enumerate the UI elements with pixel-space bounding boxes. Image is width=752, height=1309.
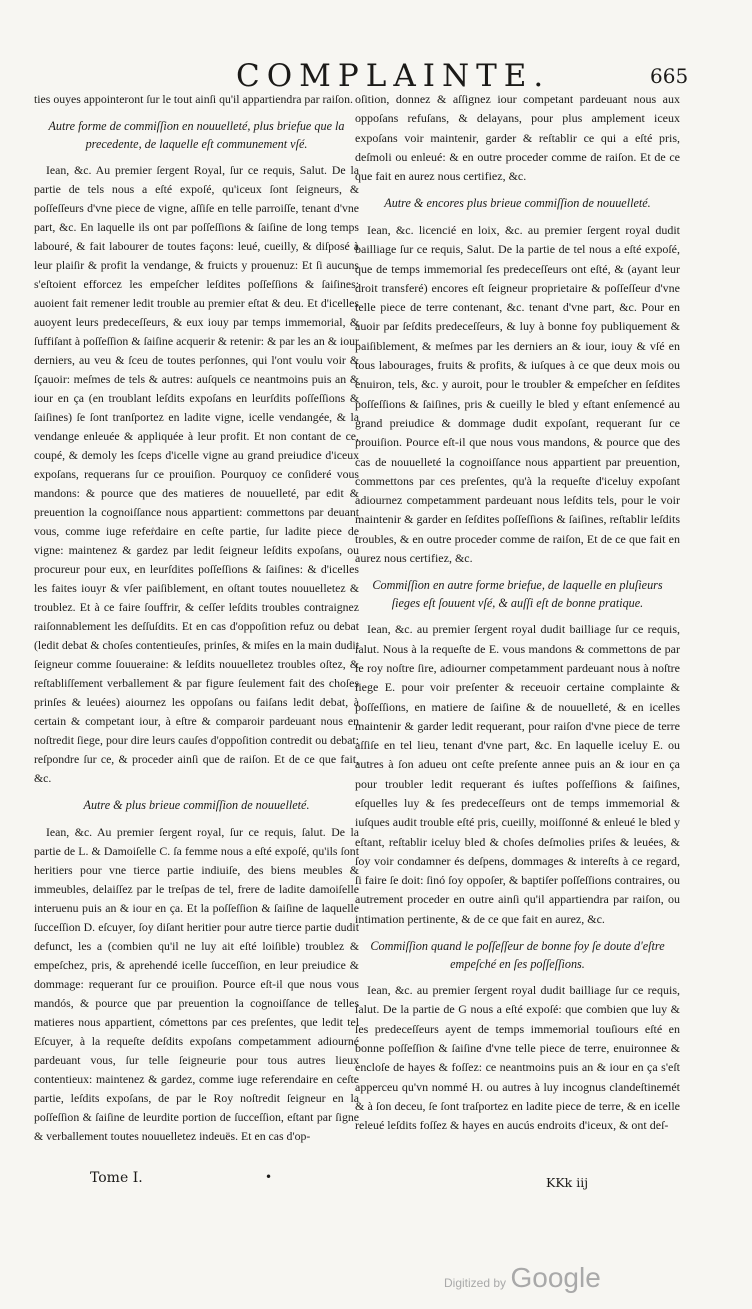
right-section-heading-2: Commiſſion en autre forme briefue, de laquelle en pluſieurs ſieges eſt ſouuent vſé, & auſſi eſt de bonne pratique.: [372, 578, 663, 610]
right-paragraph-1: Iean, &c. licencié en loix, &c. au premier ſergent royal dudit bailliage ſur ce requis, Salut. De la partie de tel nous a eſté expoſé, que de temps immemorial ſes predeceſſeurs ont eſté, & (ayant leur droit transferé) encores eſt ſeigneur proprietaire & poſſeſſeur d'vne telle piece de terre contenant, &c. tenant d'vne part, &c. Pour en auoir par ſeſdits predeceſſeurs, & luy à bonne foy publiquement & paiſiblement, & meſmes par les derniers an & iour, iouy & vſé en tous labourages, fruits & profits, & iuſques à ce que deux mois ou enuiron, tels, &c. y auroit, pour le troubler & empeſcher en ſeſdites poſſeſſions & ſaiſines, pris & cueilly le bled y eſtant enſemencé au grand preiudice & dommage dudit expoſant, requerant ſur ce prouiſion. Pource eſt-il que nous vous mandons, & pource que des cas de nouuelleté la cognoiſſance nous appartient par preuention, commettons par ces preſentes, qu'à la requeſte d'iceluy expoſant adiournez competamment pardeuant nous leſdits tels, pour le voir maintenir & garder en ſeſdites poſſeſſions & ſaiſines, reſtablir leſdits troubles, & en outre proceder comme de raiſon, Et de ce que fait en aurez nous certifiez, &c.: [355, 222, 680, 566]
right-column: [355, 90, 680, 1135]
left-paragraph-2: Iean, &c. Au premier ſergent royal, ſur ce requis, ſalut. De la partie de L. & Damoiſelle C. ſa femme nous a eſté expoſé, qu'ils ſont heritiers pour vne tierce partie indiuiſe, des biens meubles & immeubles, delaiſſez par le treſpas de tel, frere de ladite damoiſelle interuenu puis an & iour en ça. Et la poſſeſſion & ſaiſine de laquelle ſucceſſion D. eſcuyer, ſoy diſant heritier pour autre tierce partie dudit defunct, les a (combien qu'il ne luy ait eſté loiſible) troublez & empeſchez, pris, & aprehendé icelle ſucceſſion, en leur preiudice & dommage: requerant ſur ce prouiſion. Pource eſt-il que nous vous mandós, & pource que par preuention la cognoiſſance de telles matieres nous appartient, cómettons par ces preſentes, que ledit tel Eſcuyer, à la requeſte deſdits expoſans competamment adiourné pardeuant vous, ſur telle ſeigneurie pour tous autres lieux contentieux: maintenez & gardez, comme iuge referendaire en ceſte partie, leſdits expoſans, de par le Roy noſtredit ſeigneur en la poſſeſſion & ſaiſine de leurdite portion de ſucceſſion, eſtant par ſigne & verballement toutes nouuelletez indeuës. Et en cas d'op-: [34, 824, 359, 1143]
right-paragraph-3: Iean, &c. au premier ſergent royal dudit bailliage ſur ce requis, ſalut. De la partie de G nous a eſté expoſé: que combien que luy & ſes predeceſſeurs ayent de temps immemorial touſiours eſté en bonne poſſeſſion & ſaiſine d'vne telle piece de terre, enuironnee & encloſe de hayes & foſſez: ce neantmoins puis an & iour en ça s'eſt apperceu qu'vn nommé H. ou autres à luy incognus clandeſtinemét & à ſon deceu, ſe ſont traſportez en ladite piece de terre, & en icelle releué leſdits foſſez & hayes en aucús endroits d'iceux, & ont deſ-: [355, 983, 680, 1133]
left-paragraph-1: Iean, &c. Au premier ſergent Royal, ſur ce requis, Salut. De la partie de tels nous a eſté expoſé, qu'iceux ſont ſeigneurs, & poſſeſſeurs d'vne piece de vigne, aſſiſe en telle parroiſſe, tenant d'vne part, &c. En laquelle ils ont par poſſeſſions & ſaiſine de long temps labouré, & fait labourer de toutes façons: leué, cueilly, & diſposé à leur plaiſir & profit la vendange, & fruicts y prouenuz: Et ſi aucuns s'eſtoient efforcez les empeſcher leſdites poſſeſſions & ſaiſines: auoient fait remener ledit trouble au premier eſtat & deu. Et d'icelles auoyent leurs predeceſſeurs, & eux iouy par temps immemorial, & ſuffiſant à poſſeſſion & ſaiſine acquerir & retenir: & par les an & iour derniers, au veu & ſceu de toutes perſonnes, qui l'ont voulu voir & ſçauoir: meſmes de tels & autres: auſquels ce neantmoins puis an & iour en ça (en troublant leſdits expoſans en leurſdits poſſeſſions & ſaiſines) ſe ſont tranſportez en ladite vigne, icelle vendangée, & la vendange enleuée & appliquée à leur profit. Et non contant de ce, coupé, & demoly les ſceps d'icelle vigne au grand preiudice d'iceux expoſans, requerans ſur ce prouiſion. Pourquoy ce conſideré vous mandons: & pource que des matieres de nouuelleté, par edit & preuention la cognoiſſance nous appartient: commettons par deuant vous, comme iuge refeṙdaire en ceſte partie, ſur ladite piece de vigne: maintenez & gardez par ledit ſeigneur leſdits expoſans, ou procureur pour eux, en leurſdites poſſeſſions & ſaiſines: & d'icelles les faites iouyr & vſer paiſiblement, en oſtant toutes nouuelletez & troublez. Et à ce faire ſouffrir, & ceſſer leſdits troubles contraignez raiſonnablement les deſſuſdits. Et en cas d'oppoſition refuz ou debat (ledit debat & choſes contentieuſes, prinſes, & miſes en la main dudit ſeigneur comme ſouueraine: & leſdits nouuelletez troubles oſtez, & reſtabliſſement verballement & par figure ſeulement fait des choſes prinſes & leuées) aiournez les oppoſans ou faiſans ledit debat, à certain & competant iour, à eſtre & comparoir pardeuant nous en noſtredit ſiege, pour dire leurs cauſes d'oppoſition contredit ou debat: reſpondre ſur ce, & proceder ainſi que de raiſon. Et de ce que fait, &c.: [34, 163, 359, 785]
digitized-watermark: [444, 1262, 601, 1294]
signature-mark: KKk iij: [546, 1175, 589, 1190]
left-section-heading-2: Autre & plus brieue commiſſion de nouuelleté.: [83, 798, 310, 812]
footer-dot: •: [265, 1170, 273, 1184]
watermark-brand: Google: [510, 1262, 601, 1293]
left-column: [34, 90, 359, 1146]
right-continuation-text: oſition, donnez & aſſignez iour competant pardeuant nous aux oppoſans refuſans, & delayans, pour plus amplement iceux expoſans voir maintenir, garder & reſtablir ce qui a eſté pris, deſmoli ou enleué: & en outre proceder comme de raiſon. Et de ce que fait en aurez nous certifiez, &c.: [355, 92, 680, 184]
right-section-heading-1: Autre & encores plus brieue commiſſion de nouuelleté.: [384, 196, 651, 211]
volume-label: Tome I.: [90, 1170, 143, 1186]
left-continuation-text: ties ouyes appointeront ſur le tout ainſi qu'il appartiendra par raiſon.: [34, 92, 353, 106]
running-title: COMPLAINTE.: [236, 58, 551, 94]
watermark-prefix: Digitized by: [444, 1276, 507, 1290]
page-number: 665: [650, 64, 689, 88]
right-paragraph-2: Iean, &c. au premier ſergent royal dudit bailliage ſur ce requis, ſalut. Nous à la requeſte de E. vous mandons & commettons de par le roy noſtre ſire, adiourner competamment pardeuant nous à noſtre ſiege E. pour voir preſenter & receuoir certaine complainte & poſſeſſions, en matiere de ſaiſine & de nouuelleté, & en icelles maintenir & garder ledit requerant, pour raiſon d'vne piece de terre aſſiſe en tel lieu, tenant d'vne part, &c. En laquelle iceluy E. ou autres à ſon adueu ont ceſte preſente annee puis an & iour en ça pour troubler ledit requerant és iuſtes poſſeſſions & ſaiſines, eſquelles luy & ſes predeceſſeurs ont de temps immemorial & iuſques audit trouble eſté pris, cueilly, moiſſonné & enleué le bled y eſtant, reſtablir iceluy bled & choſes deſmolies priſes & leuées, & ſoy voir condamner és deſpens, dommages & intereſts à ce regard, ſi faire ſe doit: ſinó ſoy oppoſer, & baptiſer poſſeſſions contraires, ou autrement proceder en outre ainſi qu'il appartiendra par raiſon, ou intimation pertinente, & de ce que fait en aurez, &c.: [355, 622, 680, 926]
right-section-heading-3: Commiſſion quand le poſſeſſeur de bonne foy ſe doute d'eſtre empeſché en ſes poſſeſſions.: [370, 939, 665, 971]
left-section-heading-1: Autre forme de commiſſion en nouuelleté, plus briefue que la precedente, de laquelle eſt communement vſé.: [48, 119, 345, 151]
